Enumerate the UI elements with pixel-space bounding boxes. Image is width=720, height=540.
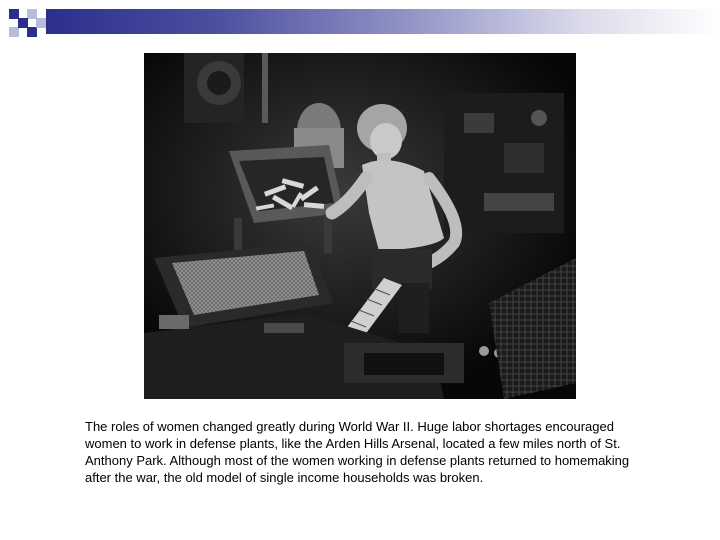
header-decoration	[0, 0, 720, 40]
decor-square-icon	[27, 27, 37, 37]
historical-photo	[144, 53, 576, 399]
decor-square-icon	[18, 18, 28, 28]
woman-at-machine-illustration	[144, 53, 576, 399]
decor-square-icon	[36, 18, 46, 28]
decor-square-icon	[9, 27, 19, 37]
header-gradient-bar	[46, 9, 720, 34]
slide-caption: The roles of women changed greatly during World War II. Huge labor shortages encouraged women to work in defense plants, like the Arden Hills Arsenal, located a few miles north of St. Anthony Park. Although most of the women working in defense plants returned to homemaking after the war, the old model of single income households was broken.	[85, 419, 630, 485]
